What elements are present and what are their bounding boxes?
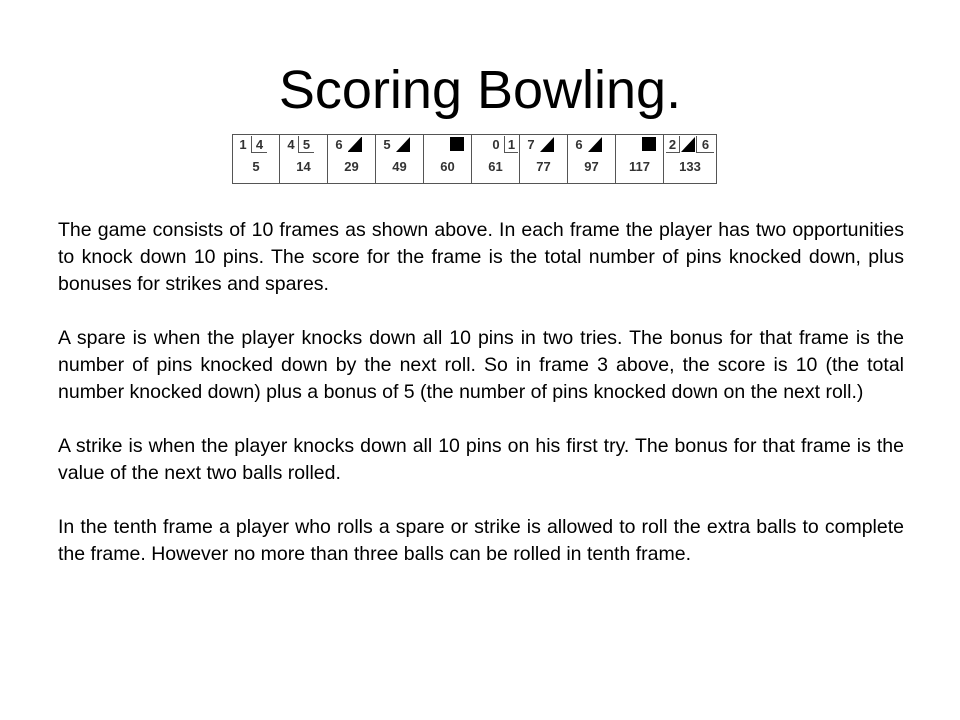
slide-title: Scoring Bowling. (278, 60, 682, 120)
frame-7-total: 77 (536, 159, 551, 174)
paragraph-strike: A strike is when the player knocks down all 10 pins on his first try. The bonus for that frame is the value of the next two balls rolled. (58, 435, 904, 484)
paragraph-spare: A spare is when the player knocks down all 10 pins in two tries. The bonus for that frame is the number of pins knocked down by the next roll. So in frame 3 above, the score is 10 (the total number knocked down) plus a bonus of 5 (the number of pins knocked down on the next roll.) (58, 327, 904, 403)
frame-5-roll-1 (428, 136, 442, 153)
rules-text (58, 217, 904, 595)
frame-6 (472, 134, 520, 184)
frame-8 (568, 134, 616, 184)
frame-4-total: 49 (392, 159, 407, 174)
frame-6-roll-1: 0 (492, 137, 500, 152)
frame-1 (232, 134, 280, 184)
frame-9-roll-1 (620, 136, 634, 153)
frame-2-total: 14 (296, 159, 311, 174)
frame-10-total: 133 (679, 159, 701, 174)
frame-1-roll-2: 4 (251, 136, 267, 153)
frame-2-roll-1: 4 (287, 137, 295, 152)
paragraph-tenth-frame: In the tenth frame a player who rolls a spare or strike is allowed to roll the extra balls to complete the frame. However no more than three balls can be rolled in tenth frame. (58, 516, 904, 565)
frame-9-total: 117 (629, 159, 650, 174)
frame-6-roll-2: 1 (504, 136, 518, 153)
spare-mark-icon (681, 137, 695, 152)
frame-7-roll-1: 7 (527, 137, 535, 152)
spare-mark-icon (540, 137, 554, 152)
strike-mark-icon (450, 137, 464, 151)
strike-mark-icon (642, 137, 656, 151)
frame-10-roll-3: 6 (696, 136, 714, 153)
frame-3-total: 29 (344, 159, 359, 174)
frame-2 (280, 134, 328, 184)
frame-6-total: 61 (488, 159, 503, 174)
frame-8-total: 97 (584, 159, 599, 174)
frame-10-roll-1: 2 (666, 136, 680, 153)
frame-4 (376, 134, 424, 184)
frame-3 (328, 134, 376, 184)
spare-mark-icon (588, 137, 602, 152)
frame-1-total: 5 (252, 159, 260, 174)
frame-5 (424, 134, 472, 184)
frame-10 (664, 134, 717, 184)
frame-7 (520, 134, 568, 184)
frame-3-roll-1: 6 (335, 137, 343, 152)
paragraph-intro: The game consists of 10 frames as shown above. In each frame the player has two opportunities to knock down 10 pins. The score for the frame is the total number of pins knocked down, plus bonuses for strikes and spares. (58, 219, 904, 295)
frame-8-roll-1: 6 (575, 137, 583, 152)
spare-mark-icon (348, 137, 362, 152)
frame-5-total: 60 (440, 159, 455, 174)
spare-mark-icon (396, 137, 410, 152)
frame-1-roll-1: 1 (239, 137, 247, 152)
frame-4-roll-1: 5 (383, 137, 391, 152)
frame-9 (616, 134, 664, 184)
frame-2-roll-2: 5 (298, 136, 314, 153)
bowling-scorecard (232, 134, 717, 184)
